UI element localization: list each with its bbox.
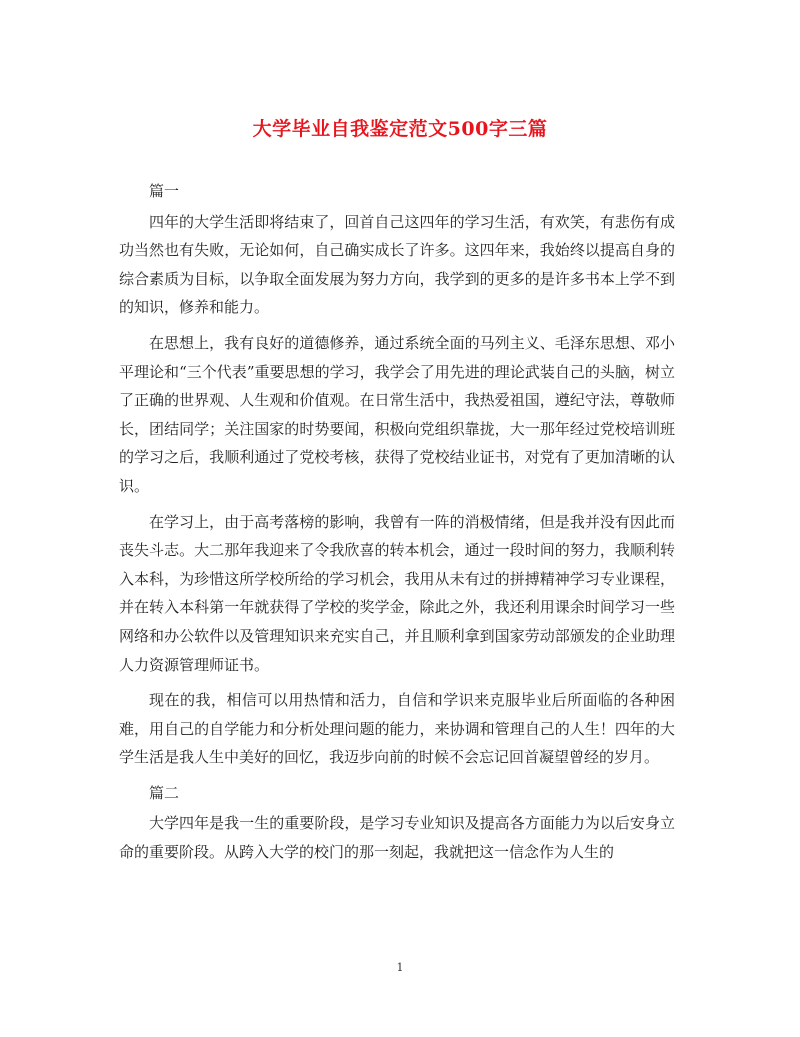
document-body: [119, 177, 675, 874]
paragraph-4: 现在的我，相信可以用热情和活力，自信和学识来克服毕业后所面临的各种困难，用自己的自学能力和分析处理问题的能力，来协调和管理自己的人生！四年的大学生活是我人生中美好的回忆，我迈步向前的时候不会忘记回首凝望曾经的岁月。: [119, 691, 675, 767]
paragraph-1: 四年的大学生活即将结束了，回首自己这四年的学习生活，有欢笑，有悲伤有成功当然也有失败，无论如何，自己确实成长了许多。这四年来，我始终以提高自身的综合素质为目标，以争取全面发展为努力方向，我学到的更多的是许多书本上学不到的知识，修养和能力。: [119, 212, 675, 317]
paragraph-3: 在学习上，由于高考落榜的影响，我曾有一阵的消极情绪，但是我并没有因此而丧失斗志。大二那年我迎来了令我欣喜的转本机会，通过一段时间的努力，我顺利转入本科，为珍惜这所学校所给的学习机会，我用从未有过的拼搏精神学习专业课程，并在转入本科第一年就获得了学校的奖学金，除此之外，我还利用课余时间学习一些网络和办公软件以及管理知识来充实自己，并且顺利拿到国家劳动部颁发的企业助理人力资源管理师证书。: [119, 512, 675, 674]
paragraph-5: 大学四年是我一生的重要阶段，是学习专业知识及提高各方面能力为以后安身立命的重要阶段。从跨入大学的校门的那一刻起，我就把这一信念作为人生的: [119, 814, 675, 862]
section-heading-1: 篇一: [149, 182, 180, 200]
document-title: 大学毕业自我鉴定范文500字三篇: [252, 118, 548, 140]
page-number: 1: [396, 961, 404, 974]
section-heading-2: 篇二: [149, 783, 180, 802]
paragraph-2: 在思想上，我有良好的道德修养，通过系统全面的马列主义、毛泽东思想、邓小平理论和“三个代表”重要思想的学习，我学会了用先进的理论武装自己的头脑，树立了正确的世界观、人生观和价值观。在日常生活中，我热爱祖国，遵纪守法，尊敬师长，团结同学；关注国家的时势要闻，积极向党组织靠拢，大一那年经过党校培训班的学习之后，我顺利通过了党校考核，获得了党校结业证书，对党有了更加清晰的认识。: [119, 333, 675, 495]
